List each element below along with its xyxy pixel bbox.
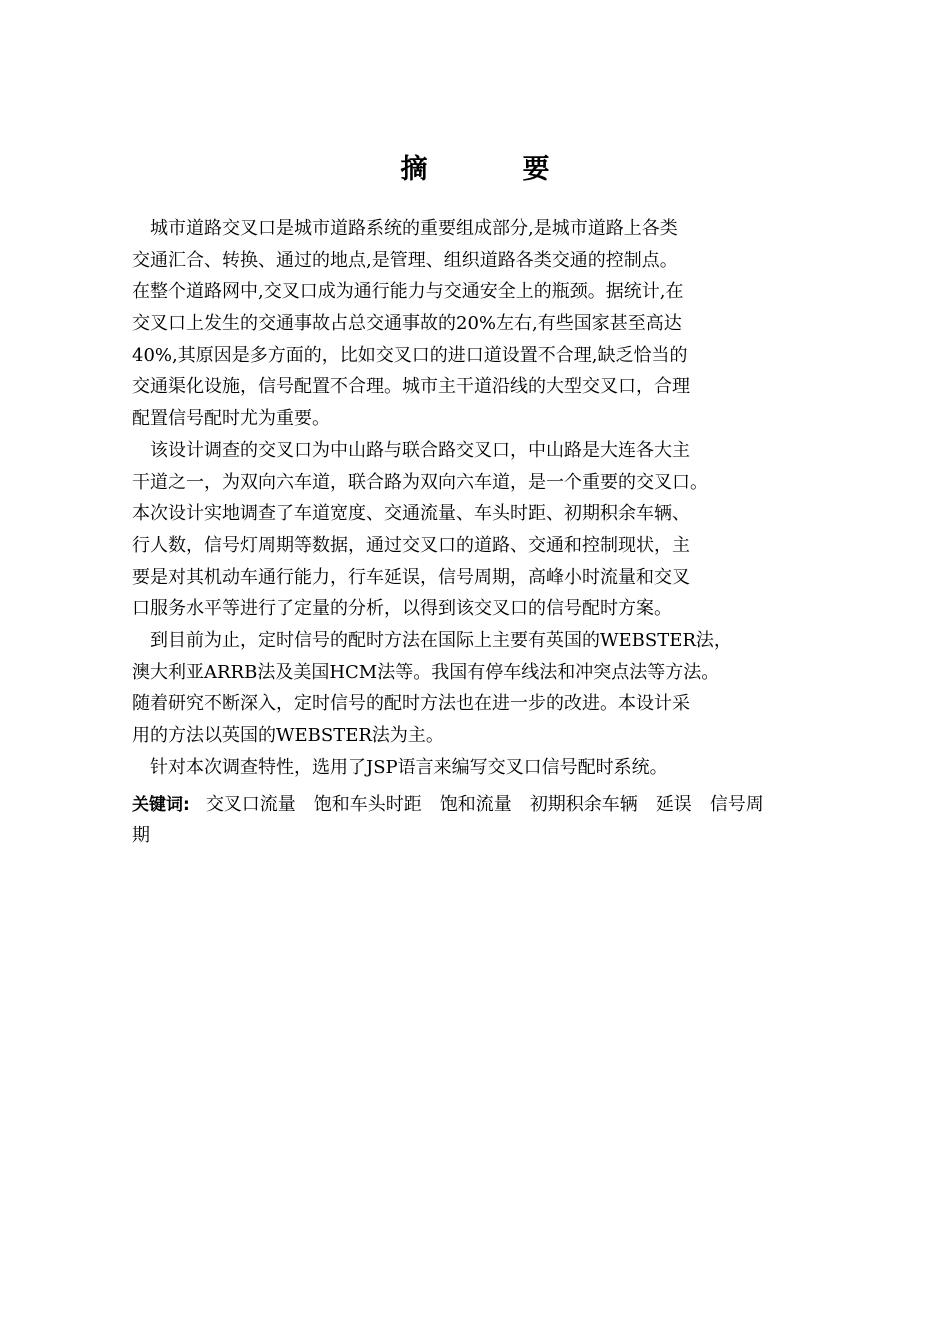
abstract-line: 用的方法以英国的WEBSTER法为主。 — [132, 725, 444, 746]
abstract-line: 交叉口上发生的交通事故占总交通事故的20%左右,有些国家甚至高达 — [132, 313, 682, 335]
abstract-line: 到目前为止，定时信号的配时方法在国际上主要有英国的WEBSTER法， — [132, 629, 732, 651]
abstract-line: 交通渠化设施，信号配置不合理。城市主干道沿线的大型交叉口，合理 — [132, 376, 690, 398]
abstract-body — [132, 213, 832, 783]
abstract-line: 要是对其机动车通行能力，行车延误，信号周期，高峰小时流量和交叉 — [132, 566, 690, 588]
keywords-label: 关键词: — [132, 795, 190, 815]
keyword-item: 初期积余车辆 — [529, 794, 638, 815]
abstract-line: 干道之一，为双向六车道，联合路为双向六车道，是一个重要的交叉口。 — [132, 471, 708, 493]
abstract-line: 40%,其原因是多方面的，比如交叉口的进口道设置不合理,缺乏恰当的 — [132, 344, 688, 366]
keyword-item: 信号周 — [709, 794, 764, 815]
abstract-line: 针对本次调查特性，选用了JSP语言来编写交叉口信号配时系统。 — [132, 756, 668, 778]
keywords-row-wrap: 期 — [132, 825, 150, 846]
keyword-item: 饱和车头时距 — [313, 794, 422, 815]
keyword-item: 交叉口流量 — [205, 794, 296, 815]
abstract-line: 城市道路交叉口是城市道路系统的重要组成部分,是城市道路上各类 — [132, 218, 678, 239]
abstract-line: 交通汇合、转换、通过的地点,是管理、组织道路各类交通的控制点。 — [132, 249, 678, 271]
abstract-line: 该设计调查的交叉口为中山路与联合路交叉口，中山路是大连各大主 — [132, 439, 690, 461]
keywords-row — [132, 789, 832, 820]
abstract-line: 本次设计实地调查了车道宽度、交通流量、车头时距、初期积余车辆、 — [132, 503, 690, 525]
keyword-item: 延误 — [655, 794, 692, 815]
abstract-title: 摘 要 — [400, 154, 584, 185]
abstract-line: 配置信号配时尤为重要。 — [132, 408, 330, 430]
abstract-line: 在整个道路网中,交叉口成为通行能力与交通安全上的瓶颈。据统计,在 — [132, 281, 684, 303]
abstract-line: 澳大利亚ARRB法及美国HCM法等。我国有停车线法和冲突点法等方法。 — [132, 661, 720, 683]
abstract-line: 口服务水平等进行了定量的分析，以得到该交叉口的信号配时方案。 — [132, 598, 672, 620]
abstract-line: 行人数，信号灯周期等数据，通过交叉口的道路、交通和控制现状，主 — [132, 534, 690, 556]
abstract-line: 随着研究不断深入，定时信号的配时方法也在进一步的改进。本设计采 — [132, 693, 690, 715]
keyword-item: 饱和流量 — [439, 794, 512, 815]
keywords-section — [132, 789, 832, 851]
